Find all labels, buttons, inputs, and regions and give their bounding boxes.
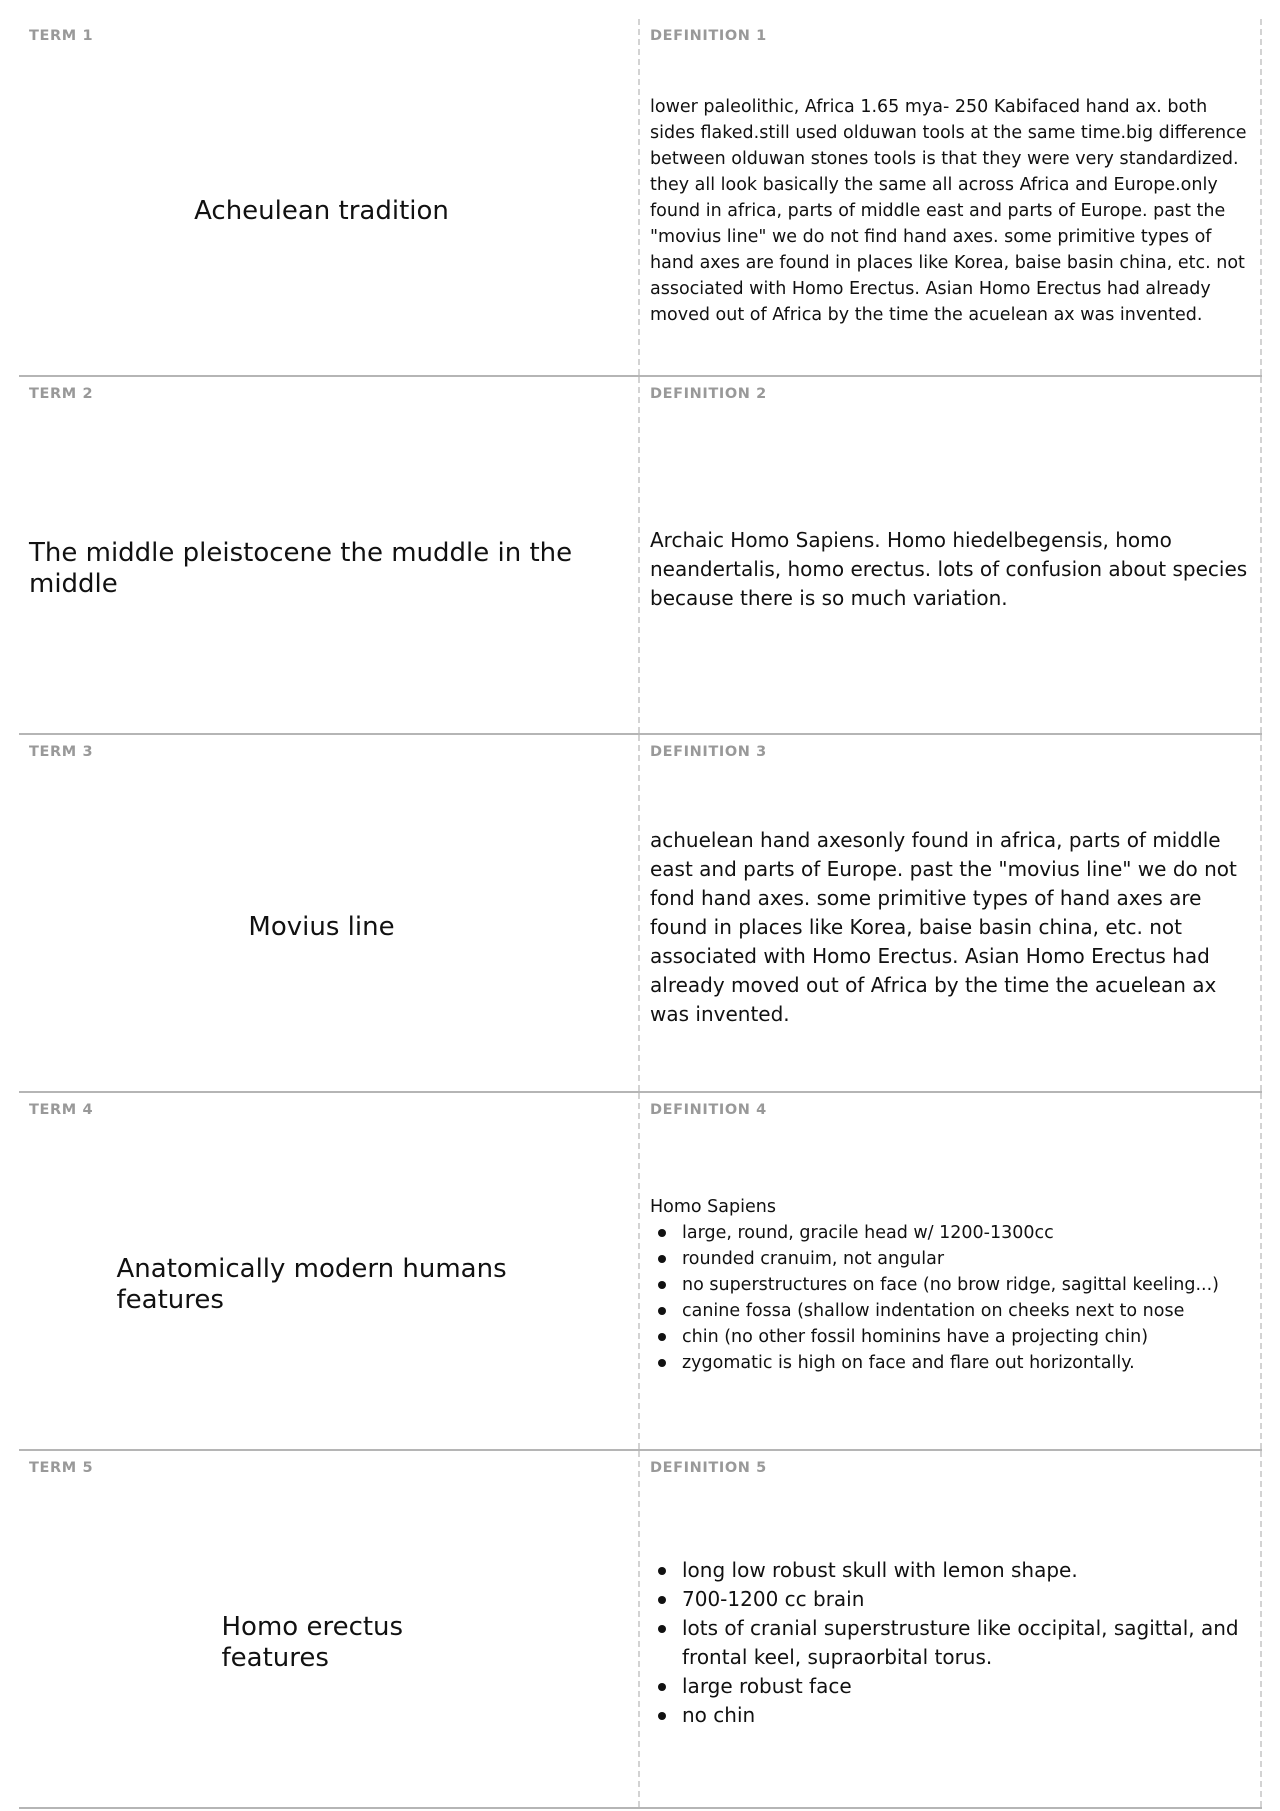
definition-label: DEFINITION 1 (650, 28, 767, 44)
list-item: large, round, gracile head w/ 1200-1300cc (682, 1220, 1254, 1246)
flashcard-row (19, 735, 1262, 1093)
term-label: TERM 3 (29, 744, 94, 760)
list-item: rounded cranuim, not angular (682, 1246, 1254, 1272)
definition-label: DEFINITION 2 (650, 386, 767, 402)
flashcard-row (19, 19, 1262, 377)
term-text: The middle pleistocene the muddle in the middle (29, 538, 573, 599)
definition-body (650, 1194, 1254, 1376)
term-label: TERM 4 (29, 1102, 94, 1118)
term-cell (19, 1451, 640, 1807)
definition-cell (640, 19, 1262, 375)
term-text: Acheulean tradition (194, 195, 449, 226)
list-item: zygomatic is high on face and flare out horizontally. (682, 1350, 1254, 1376)
term-wrap (29, 405, 614, 733)
list-item: canine fossa (shallow indentation on cheeks next to nose (682, 1298, 1254, 1324)
term-text: Movius line (248, 911, 395, 942)
definition-text: lower paleolithic, Africa 1.65 mya- 250 Kabifaced hand ax. both sides flaked.still used olduwan tools at the same time.big difference between olduwan stones tools is that they were very standardized. they all look basically the same all across Africa and Europe.only found in africa, parts of middle east and parts of Europe. past the "movius line" we do not find hand axes. some primitive types of hand axes are found in places like Korea, baise basin china, etc. not associated with Homo Erectus. Asian Homo Erectus had already moved out of Africa by the time the acuelean ax was invented. (650, 97, 1247, 325)
term-wrap (29, 47, 614, 375)
term-text: Homo erectus features (221, 1612, 404, 1673)
term-cell (19, 19, 640, 375)
definition-label: DEFINITION 5 (650, 1460, 767, 1476)
list-item: 700-1200 cc brain (682, 1585, 1254, 1614)
list-item: large robust face (682, 1672, 1254, 1701)
term-cell (19, 1093, 640, 1449)
definition-wrap (650, 47, 1254, 375)
list-item: long low robust skull with lemon shape. (682, 1556, 1254, 1585)
term-wrap (29, 1479, 614, 1807)
term-wrap (29, 763, 614, 1091)
term-text: Anatomically modern humans features (116, 1254, 507, 1315)
definition-wrap (650, 405, 1254, 733)
list-item: lots of cranial superstrusture like occipital, sagittal, and frontal keel, supraorbital torus. (682, 1614, 1254, 1672)
term-cell (19, 377, 640, 733)
definition-wrap (650, 763, 1254, 1091)
definition-cell (640, 735, 1262, 1091)
definition-intro: Homo Sapiens (650, 1197, 776, 1217)
definition-wrap (650, 1479, 1254, 1807)
term-label: TERM 2 (29, 386, 94, 402)
definition-wrap (650, 1121, 1254, 1449)
term-cell (19, 735, 640, 1091)
list-item: no chin (682, 1701, 1254, 1730)
definition-text: Archaic Homo Sapiens. Homo hiedelbegensis, homo neandertalis, homo erectus. lots of confusion about species because there is so much variation. (650, 527, 1248, 610)
flashcard-row (19, 1093, 1262, 1451)
definition-list (650, 1556, 1254, 1730)
definition-cell (640, 377, 1262, 733)
flashcard-row (19, 377, 1262, 735)
list-item: no superstructures on face (no brow ridge, sagittal keeling...) (682, 1272, 1254, 1298)
flashcard-sheet (19, 19, 1262, 1809)
term-wrap (29, 1121, 614, 1449)
flashcard-row (19, 1451, 1262, 1809)
definition-list (650, 1220, 1254, 1376)
definition-label: DEFINITION 3 (650, 744, 767, 760)
list-item: chin (no other fossil hominins have a projecting chin) (682, 1324, 1254, 1350)
definition-body (650, 1556, 1254, 1730)
term-label: TERM 1 (29, 28, 94, 44)
definition-text: achuelean hand axesonly found in africa, parts of middle east and parts of Europe. past the "movius line" we do not fond hand axes. some primitive types of hand axes are found in places like Korea, baise basin china, etc. not associated with Homo Erectus. Asian Homo Erectus had already moved out of Africa by the time the acuelean ax was invented. (650, 827, 1237, 1026)
definition-cell (640, 1451, 1262, 1807)
term-label: TERM 5 (29, 1460, 94, 1476)
definition-cell (640, 1093, 1262, 1449)
definition-label: DEFINITION 4 (650, 1102, 767, 1118)
